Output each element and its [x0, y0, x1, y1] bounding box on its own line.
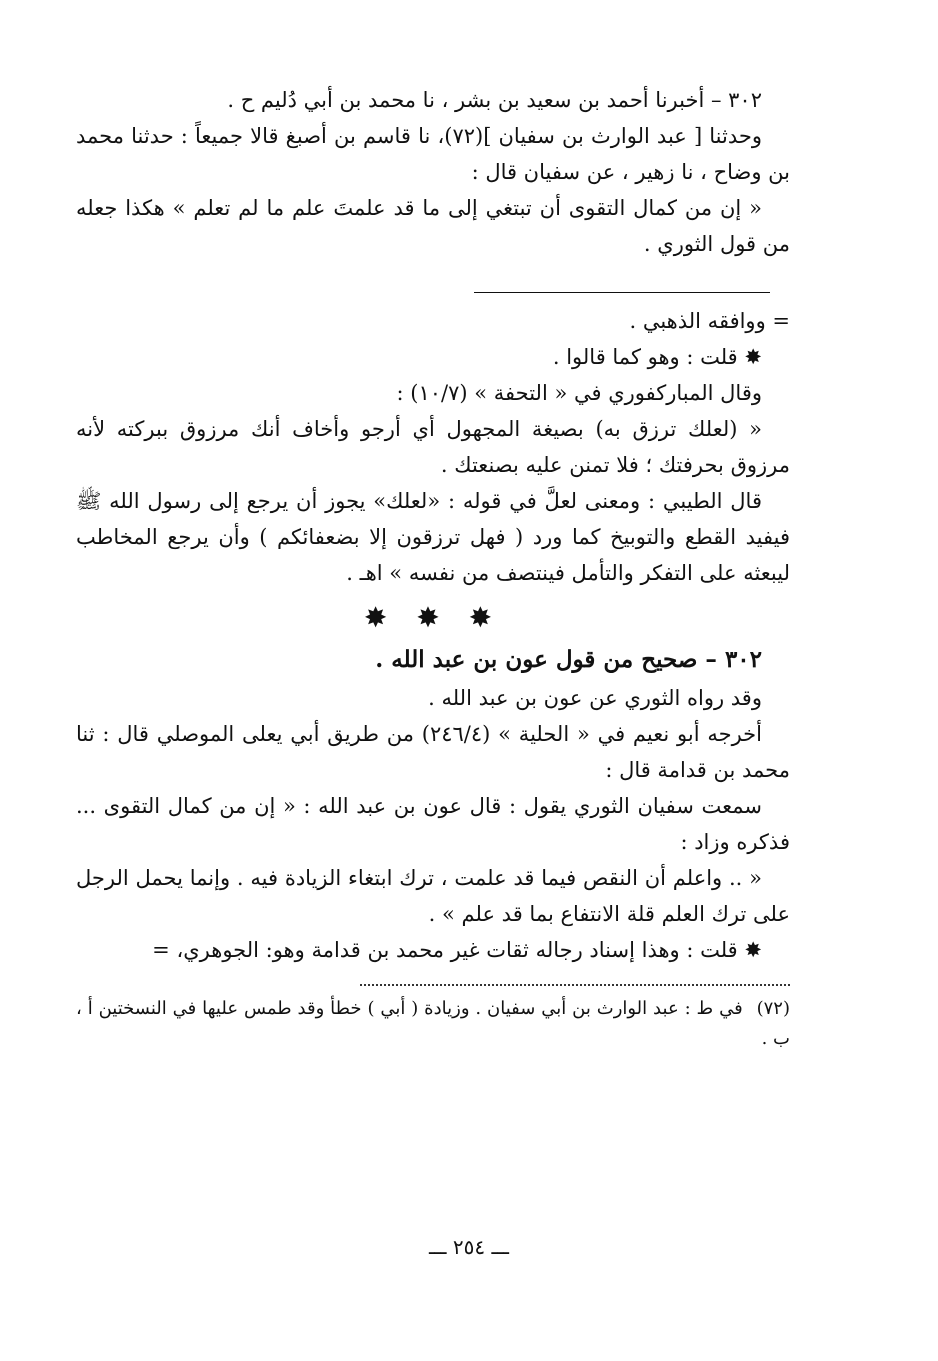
section-para-2: أخرجه أبو نعيم في « الحلية » (٢٤٦/٤) من طريق أبي يعلى الموصلي قال : ثنا محمد بن قدامة قال :: [76, 722, 790, 782]
section-para-5: ✸ قلت : وهذا إسناد رجاله ثقات غير محمد بن قدامة وهو: الجوهري، =: [152, 938, 762, 962]
section-para-3: سمعت سفيان الثوري يقول : قال عون بن عبد الله : « إن من كمال التقوى ... فذكره وزاد :: [76, 794, 790, 854]
hadith-isnad: وحدثنا [ عبد الوارث بن سفيان ](٧٢)، نا قاسم بن أصبغ قالا جميعاً : حدثنا محمد بن وضاح ، نا زهير ، عن سفيان قال :: [76, 124, 790, 184]
footnote-text: في ط : عبد الوارث بن أبي سفيان . وزيادة ( أبي ) خطأ وقد طمس عليها في النسختين أ ، ب .: [76, 998, 790, 1049]
comment-tibi: قال الطيبي : ومعنى لعلَّ في قوله : «لعلك» يجوز أن يرجع إلى رسول الله ﷺ فيفيد القطع والتوبيخ كما ورد ( فهل ترزقون إلا بضعفائكم ) وأن يرجع المخاطب ليبعثه على التفكر والتأمل فينتصف من نفسه » اهـ .: [76, 489, 790, 585]
page-body: [76, 82, 790, 1054]
section-heading: ٣٠٢ – صحيح من قول عون بن عبد الله .: [375, 646, 762, 673]
comment-line-1: = ووافقه الذهبي .: [629, 309, 790, 333]
footnote-number: (٧٢): [756, 998, 790, 1019]
page-number: ـــ ٢٥٤ ـــ: [428, 1235, 510, 1259]
section-para-4: « .. واعلم أن النقص فيما قد علمت ، ترك ابتغاء الزيادة فيه . وإنما يحمل الرجل على ترك العلم قلة الانتفاع بما قد علم » .: [76, 866, 790, 926]
comment-line-3: وقال المباركفوري في « التحفة » (١٠/٧) :: [396, 381, 762, 405]
hadith-matn: « إن من كمال التقوى أن تبتغي إلى ما قد علمتَ علم ما لم تعلم » هكذا جعله من قول الثوري .: [76, 196, 790, 256]
hadith-line-1: ٣٠٢ – أخبرنا أحمد بن سعيد بن بشر ، نا محمد بن أبي دُليم ح .: [227, 88, 762, 112]
comment-line-2: ✸ قلت : وهو كما قالوا .: [552, 345, 762, 369]
footnote-divider: [474, 292, 770, 293]
section-separator: ✸ ✸ ✸: [363, 601, 503, 634]
footnote-dotted-divider: [360, 984, 790, 986]
footnote: [76, 994, 790, 1054]
section-para-1: وقد رواه الثوري عن عون بن عبد الله .: [428, 686, 762, 710]
comment-quote: « (لعلك ترزق به) بصيغة المجهول أي أرجو وأخاف أنك مرزوق ببركته لأنه مرزوق بحرفتك ؛ فلا تمنن عليه بصنعتك .: [76, 417, 790, 477]
